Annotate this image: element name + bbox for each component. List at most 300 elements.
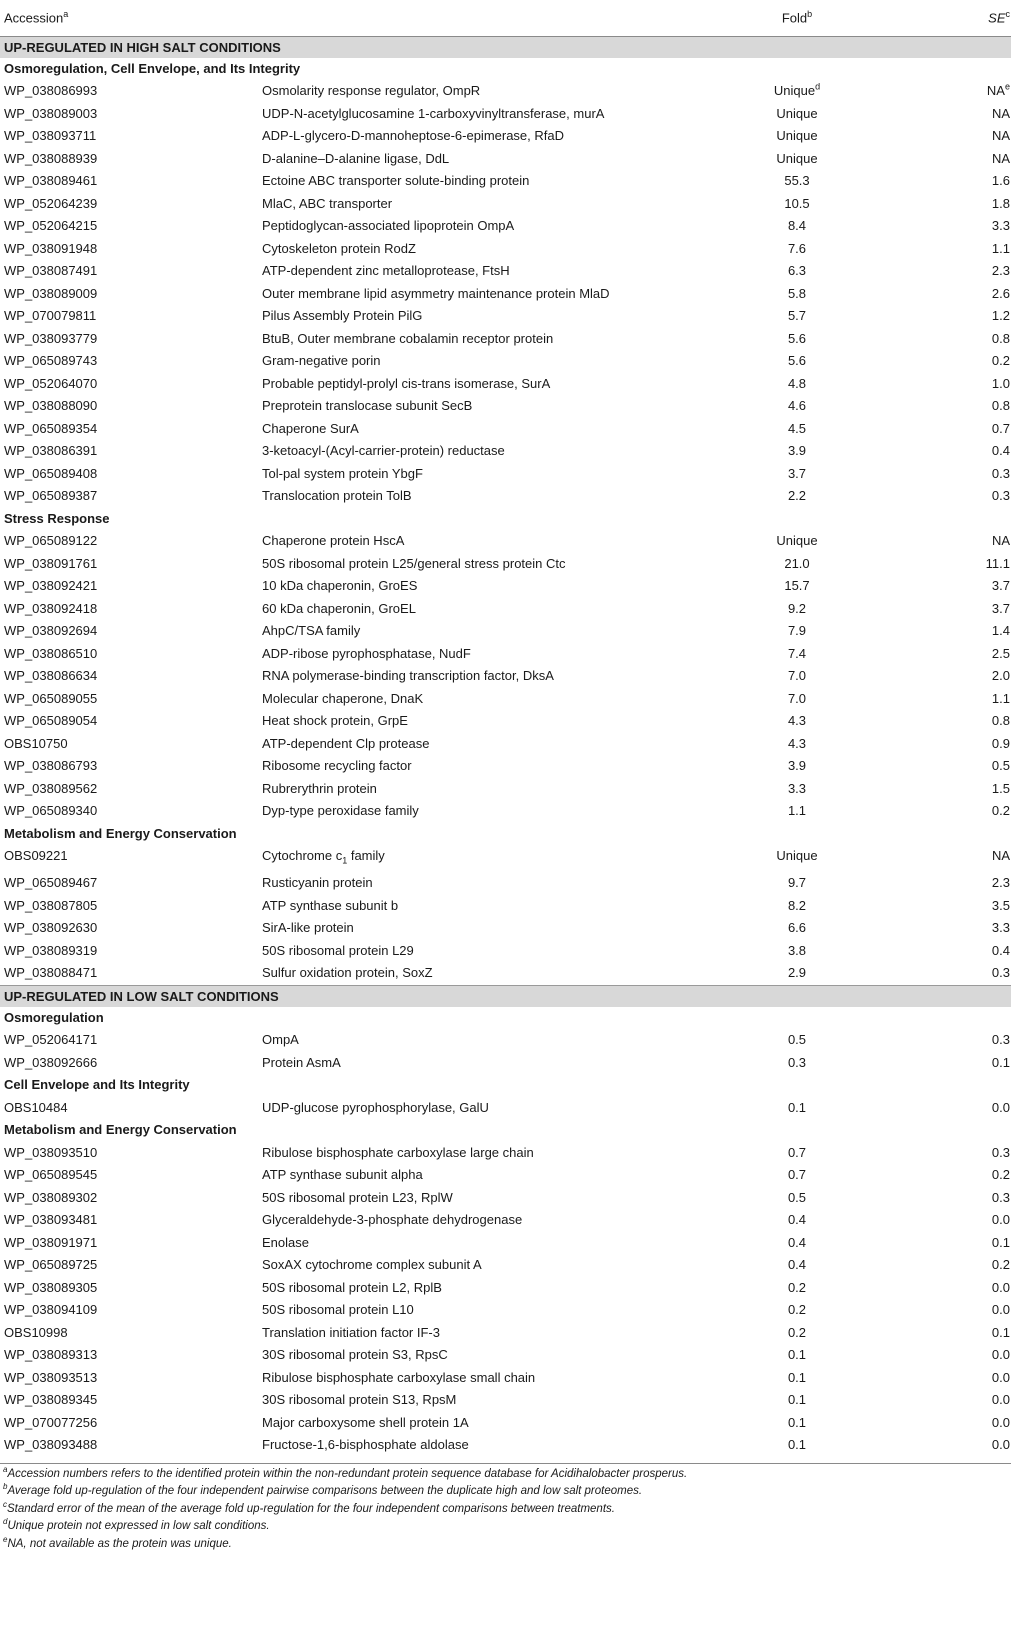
table-row (0, 80, 1011, 103)
table-header (0, 0, 1011, 36)
description-cell: UDP-glucose pyrophosphorylase, GalU (262, 1099, 489, 1115)
superscript-mark: c (3, 1499, 7, 1509)
description-cell: SoxAX cytochrome complex subunit A (262, 1257, 482, 1273)
se-cell: 2.3 (991, 263, 1010, 278)
table-body (0, 36, 1011, 1463)
accession-cell: WP_065089725 (4, 1257, 98, 1273)
accession-cell: WP_038089302 (4, 1189, 98, 1205)
fold-cell: 0.1 (787, 1414, 807, 1430)
section-header-row (0, 985, 1011, 1007)
table-row (0, 1344, 1011, 1367)
fold-cell: Unique (776, 848, 818, 863)
fold-cell: 0.1 (787, 1392, 807, 1408)
accession-cell: OBS10750 (4, 735, 68, 751)
description-cell: ATP synthase subunit b (262, 897, 399, 913)
accession-cell: WP_038092418 (4, 600, 98, 616)
accession-cell: WP_038086510 (4, 645, 98, 661)
fold-cell: 2.2 (787, 488, 807, 503)
table-row (0, 305, 1011, 328)
category-row (0, 58, 1011, 81)
accession-cell: WP_038093513 (4, 1369, 98, 1385)
description-cell: Pilus Assembly Protein PilG (262, 308, 423, 323)
superscript-mark: 1 (342, 855, 348, 866)
fold-cell: 5.6 (787, 330, 807, 346)
description-cell: Rubrerythrin protein (262, 780, 377, 796)
table-row (0, 1277, 1011, 1300)
se-cell: 0.9 (991, 735, 1010, 751)
description-cell: Tol-pal system protein YbgF (262, 465, 423, 481)
se-cell: 3.5 (991, 897, 1010, 913)
se-cell: 1.6 (991, 173, 1010, 188)
table-bottom-rule (0, 1457, 1011, 1464)
description-cell: ATP-dependent zinc metalloprotease, FtsH (262, 263, 510, 278)
table-row (0, 1232, 1011, 1255)
se-cell: 0.0 (991, 1414, 1010, 1430)
superscript-mark: e (3, 1534, 8, 1544)
fold-cell: 7.6 (787, 240, 807, 256)
category-title: Metabolism and Energy Conservation (4, 825, 237, 841)
accession-cell: OBS09221 (4, 848, 68, 863)
description-cell: Ribulose bisphosphate carboxylase large chain (262, 1144, 534, 1160)
fold-cell: 7.4 (787, 645, 807, 661)
accession-cell: WP_052064070 (4, 375, 98, 391)
accession-cell: WP_038089461 (4, 173, 98, 188)
table-row (0, 710, 1011, 733)
fold-cell: 8.2 (787, 897, 807, 913)
table-row (0, 1029, 1011, 1052)
description-cell: MlaC, ABC transporter (262, 195, 393, 211)
se-cell: 0.2 (991, 1257, 1010, 1273)
table-row (0, 962, 1011, 985)
accession-cell: WP_065089054 (4, 713, 98, 728)
category-title: Stress Response (4, 510, 110, 526)
table-row (0, 553, 1011, 576)
category-title: Osmoregulation, Cell Envelope, and Its Integrity (4, 60, 301, 76)
description-cell: 10 kDa chaperonin, GroES (262, 578, 418, 593)
se-cell: 0.1 (991, 1054, 1010, 1070)
table-row (0, 620, 1011, 643)
se-cell: 0.0 (991, 1212, 1010, 1228)
fold-cell: 55.3 (784, 173, 810, 188)
se-cell: 1.1 (991, 240, 1010, 256)
fold-cell: 0.1 (787, 1369, 807, 1385)
description-cell: Dyp-type peroxidase family (262, 803, 419, 818)
accession-cell: WP_038089009 (4, 285, 98, 301)
category-row (0, 1074, 1011, 1097)
description-cell: Rusticyanin protein (262, 875, 373, 891)
table-row (0, 1209, 1011, 1232)
se-cell: 0.4 (991, 942, 1010, 958)
accession-cell: WP_065089055 (4, 690, 98, 706)
fold-cell: Unique (776, 533, 818, 548)
accession-cell: WP_038088090 (4, 398, 98, 413)
fold-cell: 15.7 (784, 578, 810, 593)
table-row (0, 1389, 1011, 1412)
se-cell: 0.0 (991, 1279, 1010, 1295)
table-row (0, 1052, 1011, 1075)
table-row (0, 238, 1011, 261)
table-row (0, 1187, 1011, 1210)
table-row (0, 125, 1011, 148)
superscript-mark: d (815, 81, 821, 92)
se-cell: 3.7 (991, 578, 1010, 593)
fold-cell: 3.3 (787, 780, 807, 796)
table-row (0, 1434, 1011, 1457)
table-row (0, 688, 1011, 711)
description-cell: Ribosome recycling factor (262, 758, 412, 773)
superscript-mark: a (3, 1464, 8, 1474)
description-cell: 50S ribosomal protein L2, RplB (262, 1279, 442, 1295)
se-cell: 0.0 (991, 1347, 1010, 1363)
fold-cell: 0.1 (787, 1099, 807, 1115)
description-cell: ADP-ribose pyrophosphatase, NudF (262, 645, 471, 661)
accession-cell: WP_038086793 (4, 758, 98, 773)
se-cell: NA (991, 150, 1010, 166)
table-row (0, 350, 1011, 373)
description-cell: 60 kDa chaperonin, GroEL (262, 600, 416, 616)
table-row (0, 1412, 1011, 1435)
fold-cell: 3.8 (787, 942, 807, 958)
se-cell: 2.5 (991, 645, 1010, 661)
accession-cell: WP_038089319 (4, 942, 98, 958)
description-cell: 30S ribosomal protein S13, RpsM (262, 1392, 457, 1408)
description-cell: 50S ribosomal protein L23, RplW (262, 1189, 453, 1205)
accession-cell: WP_038089562 (4, 780, 98, 796)
fold-cell: 0.7 (787, 1167, 807, 1183)
description-cell: Gram-negative porin (262, 353, 381, 368)
accession-cell: WP_065089743 (4, 353, 98, 368)
table-row (0, 1142, 1011, 1165)
fold-cell: 0.2 (787, 1279, 807, 1295)
se-cell: 1.8 (991, 195, 1010, 211)
table-row (0, 1254, 1011, 1277)
fold-cell: 6.6 (787, 920, 807, 936)
accession-cell: WP_038093510 (4, 1144, 98, 1160)
table-row (0, 1164, 1011, 1187)
accession-cell: WP_065089354 (4, 420, 98, 436)
description-cell: Probable peptidyl-prolyl cis-trans isomerase, SurA (262, 375, 551, 391)
accession-cell: WP_038086391 (4, 443, 98, 458)
fold-cell: 0.2 (787, 1324, 807, 1340)
se-cell: 0.8 (991, 398, 1010, 413)
description-cell: Enolase (262, 1234, 309, 1250)
table-row (0, 440, 1011, 463)
table-row (0, 215, 1011, 238)
table-row (0, 1097, 1011, 1120)
fold-cell: 4.3 (787, 713, 807, 728)
accession-cell: WP_070077256 (4, 1414, 98, 1430)
category-row (0, 823, 1011, 846)
accession-cell: WP_038089345 (4, 1392, 98, 1408)
se-cell: 0.3 (991, 488, 1010, 503)
se-cell: 0.3 (991, 465, 1010, 481)
fold-cell: 0.1 (787, 1437, 807, 1453)
accession-cell: WP_038086993 (4, 83, 98, 98)
table-row (0, 283, 1011, 306)
table-row (0, 1322, 1011, 1345)
fold-cell: 1.1 (787, 803, 807, 818)
section-title: UP-REGULATED IN HIGH SALT CONDITIONS (0, 36, 1011, 58)
fold-cell: 0.4 (787, 1212, 807, 1228)
table-row (0, 845, 1011, 872)
category-row (0, 508, 1011, 531)
table-row (0, 463, 1011, 486)
se-cell: 0.0 (991, 1302, 1010, 1318)
table-row (0, 755, 1011, 778)
se-cell: 0.8 (991, 330, 1010, 346)
description-cell: Chaperone SurA (262, 420, 359, 436)
se-cell: 2.3 (991, 875, 1010, 891)
description-cell: 50S ribosomal protein L10 (262, 1302, 414, 1318)
se-cell: 0.3 (991, 965, 1010, 981)
description-cell: Fructose-1,6-bisphosphate aldolase (262, 1437, 469, 1453)
fold-cell: 8.4 (787, 218, 807, 233)
accession-cell: WP_070079811 (4, 308, 97, 323)
table-row (0, 917, 1011, 940)
description-cell: Heat shock protein, GrpE (262, 713, 408, 728)
se-cell: 3.3 (991, 920, 1010, 936)
accession-cell: WP_038086634 (4, 668, 98, 683)
fold-cell: Unique$^d$ (773, 81, 821, 98)
category-title: Cell Envelope and Its Integrity (4, 1077, 190, 1093)
category-title: Metabolism and Energy Conservation (4, 1122, 237, 1138)
fold-cell: 5.8 (787, 285, 807, 301)
table-row (0, 872, 1011, 895)
description-cell: Ectoine ABC transporter solute-binding protein (262, 173, 530, 188)
se-cell: 0.3 (991, 1144, 1010, 1160)
table-row (0, 395, 1011, 418)
accession-cell: WP_038091948 (4, 240, 98, 256)
description-cell: Preprotein translocase subunit SecB (262, 398, 473, 413)
accession-cell: WP_038089003 (4, 105, 98, 121)
fold-cell: 5.6 (787, 353, 807, 368)
header-se: $SE^c$ (874, 0, 1011, 36)
description-cell: Peptidoglycan-associated lipoprotein OmpA (262, 218, 515, 233)
fold-cell: 7.9 (787, 623, 807, 638)
se-cell: NA (991, 533, 1010, 548)
description-cell: RNA polymerase-binding transcription factor, DksA (262, 668, 554, 683)
fold-cell: 3.7 (787, 465, 807, 481)
description-cell: BtuB, Outer membrane cobalamin receptor protein (262, 330, 554, 346)
superscript-mark: d (3, 1517, 8, 1527)
accession-cell: WP_038089313 (4, 1347, 98, 1363)
fold-cell: 0.3 (787, 1054, 807, 1070)
description-cell: UDP-N-acetylglucosamine 1-carboxyvinyltransferase, murA (262, 105, 605, 121)
se-cell: 1.1 (991, 690, 1010, 706)
accession-cell: WP_065089545 (4, 1167, 98, 1183)
fold-cell: Unique (776, 150, 818, 166)
se-cell: 1.5 (991, 780, 1010, 796)
se-cell: 0.3 (991, 1189, 1010, 1205)
description-cell: AhpC/TSA family (262, 623, 361, 638)
se-cell: 0.1 (991, 1234, 1010, 1250)
fold-cell: 4.8 (787, 375, 807, 391)
accession-cell: OBS10998 (4, 1324, 68, 1340)
description-cell: Ribulose bisphosphate carboxylase small chain (262, 1369, 536, 1385)
description-cell: Chaperone protein HscA (262, 533, 405, 548)
fold-cell: Unique (776, 105, 818, 121)
description-cell: SirA-like protein (262, 920, 354, 936)
se-cell: 1.0 (991, 375, 1010, 391)
fold-cell: 3.9 (787, 443, 807, 458)
table-row (0, 778, 1011, 801)
accession-cell: WP_038087805 (4, 897, 98, 913)
accession-cell: WP_038093488 (4, 1437, 98, 1453)
se-cell: $NA^e$ (986, 81, 1010, 98)
description-cell: 30S ribosomal protein S3, RpsC (262, 1347, 448, 1363)
accession-cell: WP_038094109 (4, 1302, 98, 1318)
fold-cell: 0.4 (787, 1257, 807, 1273)
description-cell: 50S ribosomal protein L25/general stress protein Ctc (262, 555, 566, 571)
se-cell: 0.2 (991, 353, 1010, 368)
superscript-mark: e (1004, 81, 1010, 92)
description-cell: 50S ribosomal protein L29 (262, 942, 414, 958)
se-cell: 2.6 (991, 285, 1010, 301)
footnotes (0, 1464, 1013, 1554)
accession-cell: WP_038092421 (4, 578, 98, 593)
fold-cell: 0.5 (787, 1189, 807, 1205)
footnote: $^b$Average fold up-regulation of the four independent pairwise comparisons between the duplicate high and low salt proteomes. (3, 1482, 643, 1498)
se-cell: 0.0 (991, 1099, 1010, 1115)
accession-cell: WP_065089122 (4, 533, 98, 548)
accession-cell: WP_038091761 (4, 555, 98, 571)
table-row (0, 1299, 1011, 1322)
fold-cell: 0.2 (787, 1302, 807, 1318)
table-row (0, 418, 1011, 441)
table-row (0, 940, 1011, 963)
fold-cell: 5.7 (787, 308, 807, 323)
superscript-mark: b (3, 1482, 8, 1492)
accession-cell: WP_052064171 (4, 1032, 98, 1048)
description-cell: Translation initiation factor IF-3 (262, 1324, 440, 1340)
description-cell: OmpA (262, 1032, 299, 1048)
accession-cell: WP_065089387 (4, 488, 98, 503)
se-cell: NA (991, 128, 1010, 143)
fold-cell: 7.0 (787, 690, 807, 706)
table-row (0, 643, 1011, 666)
description-cell: Protein AsmA (262, 1054, 341, 1070)
description-cell: Translocation protein TolB (262, 488, 412, 503)
fold-cell: 3.9 (787, 758, 807, 773)
description-cell: Glyceraldehyde-3-phosphate dehydrogenase (262, 1212, 523, 1228)
table-row (0, 170, 1011, 193)
se-cell: 0.3 (991, 1032, 1010, 1048)
accession-cell: WP_038093779 (4, 330, 98, 346)
table-row (0, 373, 1011, 396)
table-row (0, 328, 1011, 351)
table-row (0, 800, 1011, 823)
fold-cell: 9.7 (787, 875, 807, 891)
se-cell: 3.7 (991, 600, 1010, 616)
fold-cell: 4.3 (787, 735, 807, 751)
footnote: $^e$NA, not available as the protein was unique. (3, 1534, 232, 1550)
se-cell: 1.4 (991, 623, 1010, 638)
table-row (0, 530, 1011, 553)
description-cell: Cytochrome $c_1$ family (262, 848, 385, 866)
accession-cell: WP_038088939 (4, 150, 98, 166)
se-cell: NA (991, 848, 1010, 863)
description-cell: Molecular chaperone, DnaK (262, 690, 424, 706)
se-cell: 0.4 (991, 443, 1010, 458)
fold-cell: 0.4 (787, 1234, 807, 1250)
accession-cell: WP_038093711 (4, 128, 97, 143)
table-row (0, 103, 1011, 126)
fold-cell: 2.9 (787, 965, 807, 981)
fold-cell: 4.6 (787, 398, 807, 413)
se-cell: 0.2 (991, 1167, 1010, 1183)
se-cell: 3.3 (991, 218, 1010, 233)
footnote: $^c$Standard error of the mean of the average fold up-regulation for the four independent comparisons between treatments. (3, 1499, 615, 1515)
description-cell: Outer membrane lipid asymmetry maintenance protein MlaD (262, 285, 610, 301)
fold-cell: 21.0 (784, 555, 810, 571)
fold-cell: 6.3 (787, 263, 807, 278)
section-title: UP-REGULATED IN LOW SALT CONDITIONS (0, 985, 1011, 1007)
table-row (0, 485, 1011, 508)
section-header-row (0, 36, 1011, 58)
footnote: $^a$Accession numbers refers to the identified protein within the non-redundant protein sequence database for Acidihalobacter prosperus. (3, 1464, 688, 1480)
accession-cell: WP_038092666 (4, 1054, 98, 1070)
table-row (0, 598, 1011, 621)
accession-cell: WP_038093481 (4, 1212, 98, 1228)
header-accession: Accession$^a$ (0, 0, 258, 36)
fold-cell: Unique (776, 128, 818, 143)
accession-cell: WP_065089408 (4, 465, 98, 481)
description-cell: ADP-L-glycero-D-mannoheptose-6-epimerase, RfaD (262, 128, 565, 143)
accession-cell: OBS10484 (4, 1099, 68, 1115)
header-description (258, 0, 720, 36)
accession-cell: WP_052064239 (4, 195, 98, 211)
accession-cell: WP_052064215 (4, 218, 98, 233)
se-cell: 0.2 (991, 803, 1010, 818)
se-cell: 0.0 (991, 1437, 1010, 1453)
se-cell: 0.8 (991, 713, 1010, 728)
accession-cell: WP_038092630 (4, 920, 98, 936)
accession-cell: WP_038092694 (4, 623, 98, 638)
table-row (0, 260, 1011, 283)
fold-cell: 10.5 (784, 195, 810, 211)
accession-cell: WP_038088471 (4, 965, 98, 981)
fold-cell: 4.5 (787, 420, 807, 436)
category-row (0, 1119, 1011, 1142)
description-cell: D-alanine–D-alanine ligase, DdL (262, 150, 450, 166)
header-fold: Fold$^b$ (720, 0, 874, 36)
se-cell: 0.0 (991, 1392, 1010, 1408)
table-row (0, 148, 1011, 171)
fold-cell: 0.7 (787, 1144, 807, 1160)
footnote: $^d$Unique protein not expressed in low salt conditions. (3, 1517, 270, 1533)
table-row (0, 1367, 1011, 1390)
se-cell: 11.1 (985, 555, 1010, 571)
description-cell: 3-ketoacyl-(Acyl-carrier-protein) reductase (262, 443, 505, 458)
category-row (0, 1007, 1011, 1030)
se-cell: 0.5 (991, 758, 1010, 773)
description-cell: Major carboxysome shell protein 1A (262, 1414, 469, 1430)
table-row (0, 575, 1011, 598)
se-cell: NA (991, 105, 1010, 121)
accession-cell: WP_038087491 (4, 263, 98, 278)
description-cell: Sulfur oxidation protein, SoxZ (262, 965, 433, 981)
category-title: Osmoregulation (4, 1009, 104, 1025)
se-cell: 0.0 (991, 1369, 1010, 1385)
fold-cell: 9.2 (787, 600, 807, 616)
description-cell: ATP synthase subunit alpha (262, 1167, 423, 1183)
accession-cell: WP_038091971 (4, 1234, 98, 1250)
accession-cell: WP_065089467 (4, 875, 98, 891)
accession-cell: WP_065089340 (4, 803, 98, 818)
fold-cell: 0.1 (787, 1347, 807, 1363)
description-cell: Osmolarity response regulator, OmpR (262, 83, 481, 98)
table-row (0, 733, 1011, 756)
